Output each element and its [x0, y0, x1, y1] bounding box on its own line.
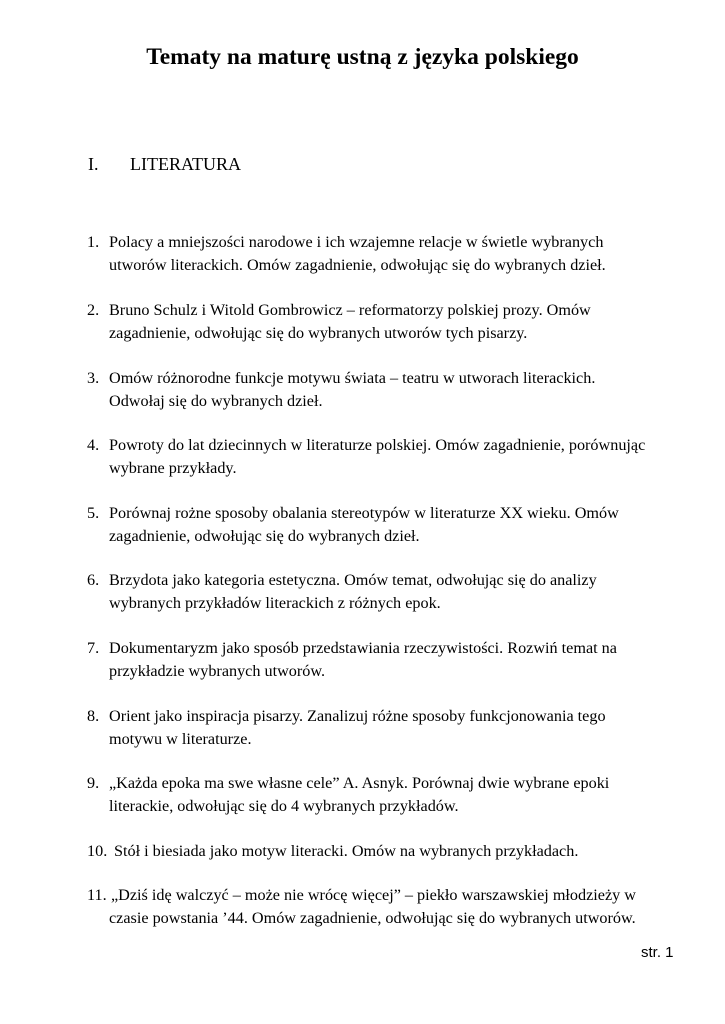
topic-text-line: Bruno Schulz i Witold Gombrowicz – reformatorzy polskiej prozy. Omów: [109, 301, 591, 319]
topic-text-line: „Dziś idę walczyć – może nie wrócę więcej” – piekło warszawskiej młodzieży w: [111, 886, 636, 904]
topic-text-line: wybrane przykłady.: [109, 459, 237, 477]
topic-text-line: motywu w literaturze.: [109, 730, 252, 748]
topic-text-line: Orient jako inspiracja pisarzy. Zanalizuj różne sposoby funkcjonowania tego: [109, 707, 606, 725]
page-number: str. 1: [641, 944, 674, 961]
section-label: LITERATURA: [130, 154, 241, 174]
topic-number: 8.: [87, 707, 100, 725]
topic-text-line: wybranych przykładów literackich z różnych epok.: [109, 594, 441, 612]
topic-text-line: Polacy a mniejszości narodowe i ich wzajemne relacje w świetle wybranych: [109, 233, 604, 251]
topic-item: [87, 231, 667, 277]
section-heading: [88, 154, 241, 175]
topic-item: [87, 772, 667, 818]
topic-number: 4.: [87, 436, 100, 454]
topic-item: [87, 569, 667, 615]
topic-text-line: Odwołaj się do wybranych dzieł.: [109, 392, 323, 410]
topic-text-line: zagadnienie, odwołując się do wybranych utworów tych pisarzy.: [109, 324, 528, 342]
topic-text-line: utworów literackich. Omów zagadnienie, odwołując się do wybranych dzieł.: [109, 256, 606, 274]
section-number: I.: [88, 154, 99, 174]
topic-number: 10.: [87, 842, 108, 860]
topic-item: [87, 299, 667, 345]
topic-text-line: Porównaj rożne sposoby obalania stereotypów w literaturze XX wieku. Omów: [109, 504, 619, 522]
topic-item: [87, 434, 667, 480]
topic-text-line: literackie, odwołując się do 4 wybranych przykładów.: [109, 797, 459, 815]
topic-number: 2.: [87, 301, 100, 319]
topic-item: [87, 705, 667, 751]
topic-text-line: czasie powstania ’44. Omów zagadnienie, odwołując się do wybranych utworów.: [109, 909, 636, 927]
topic-text-line: przykładzie wybranych utworów.: [109, 662, 326, 680]
topic-number: 1.: [87, 233, 100, 251]
topic-number: 11.: [87, 886, 107, 904]
topic-number: 9.: [87, 774, 100, 792]
topic-text-line: Brzydota jako kategoria estetyczna. Omów temat, odwołując się do analizy: [109, 571, 597, 589]
topic-text-line: Omów różnorodne funkcje motywu świata – teatru w utworach literackich.: [109, 369, 596, 387]
topic-text-line: Dokumentaryzm jako sposób przedstawiania rzeczywistości. Rozwiń temat na: [109, 639, 617, 657]
topic-item: [87, 367, 667, 413]
topic-text-line: Stół i biesiada jako motyw literacki. Omów na wybranych przykładach.: [114, 842, 579, 860]
topic-item: [87, 840, 667, 863]
topic-number: 5.: [87, 504, 100, 522]
topic-item: [87, 502, 667, 548]
topic-text-line: Powroty do lat dziecinnych w literaturze polskiej. Omów zagadnienie, porównując: [109, 436, 646, 454]
topic-number: 6.: [87, 571, 100, 589]
topic-item: [87, 637, 667, 683]
topic-item: [87, 884, 667, 930]
document-title: Tematy na maturę ustną z języka polskiego: [146, 44, 579, 70]
topic-text-line: zagadnienie, odwołując się do wybranych dzieł.: [109, 527, 420, 545]
topic-number: 7.: [87, 639, 100, 657]
topic-number: 3.: [87, 369, 100, 387]
topic-text-line: „Każda epoka ma swe własne cele” A. Asnyk. Porównaj dwie wybrane epoki: [109, 774, 610, 792]
